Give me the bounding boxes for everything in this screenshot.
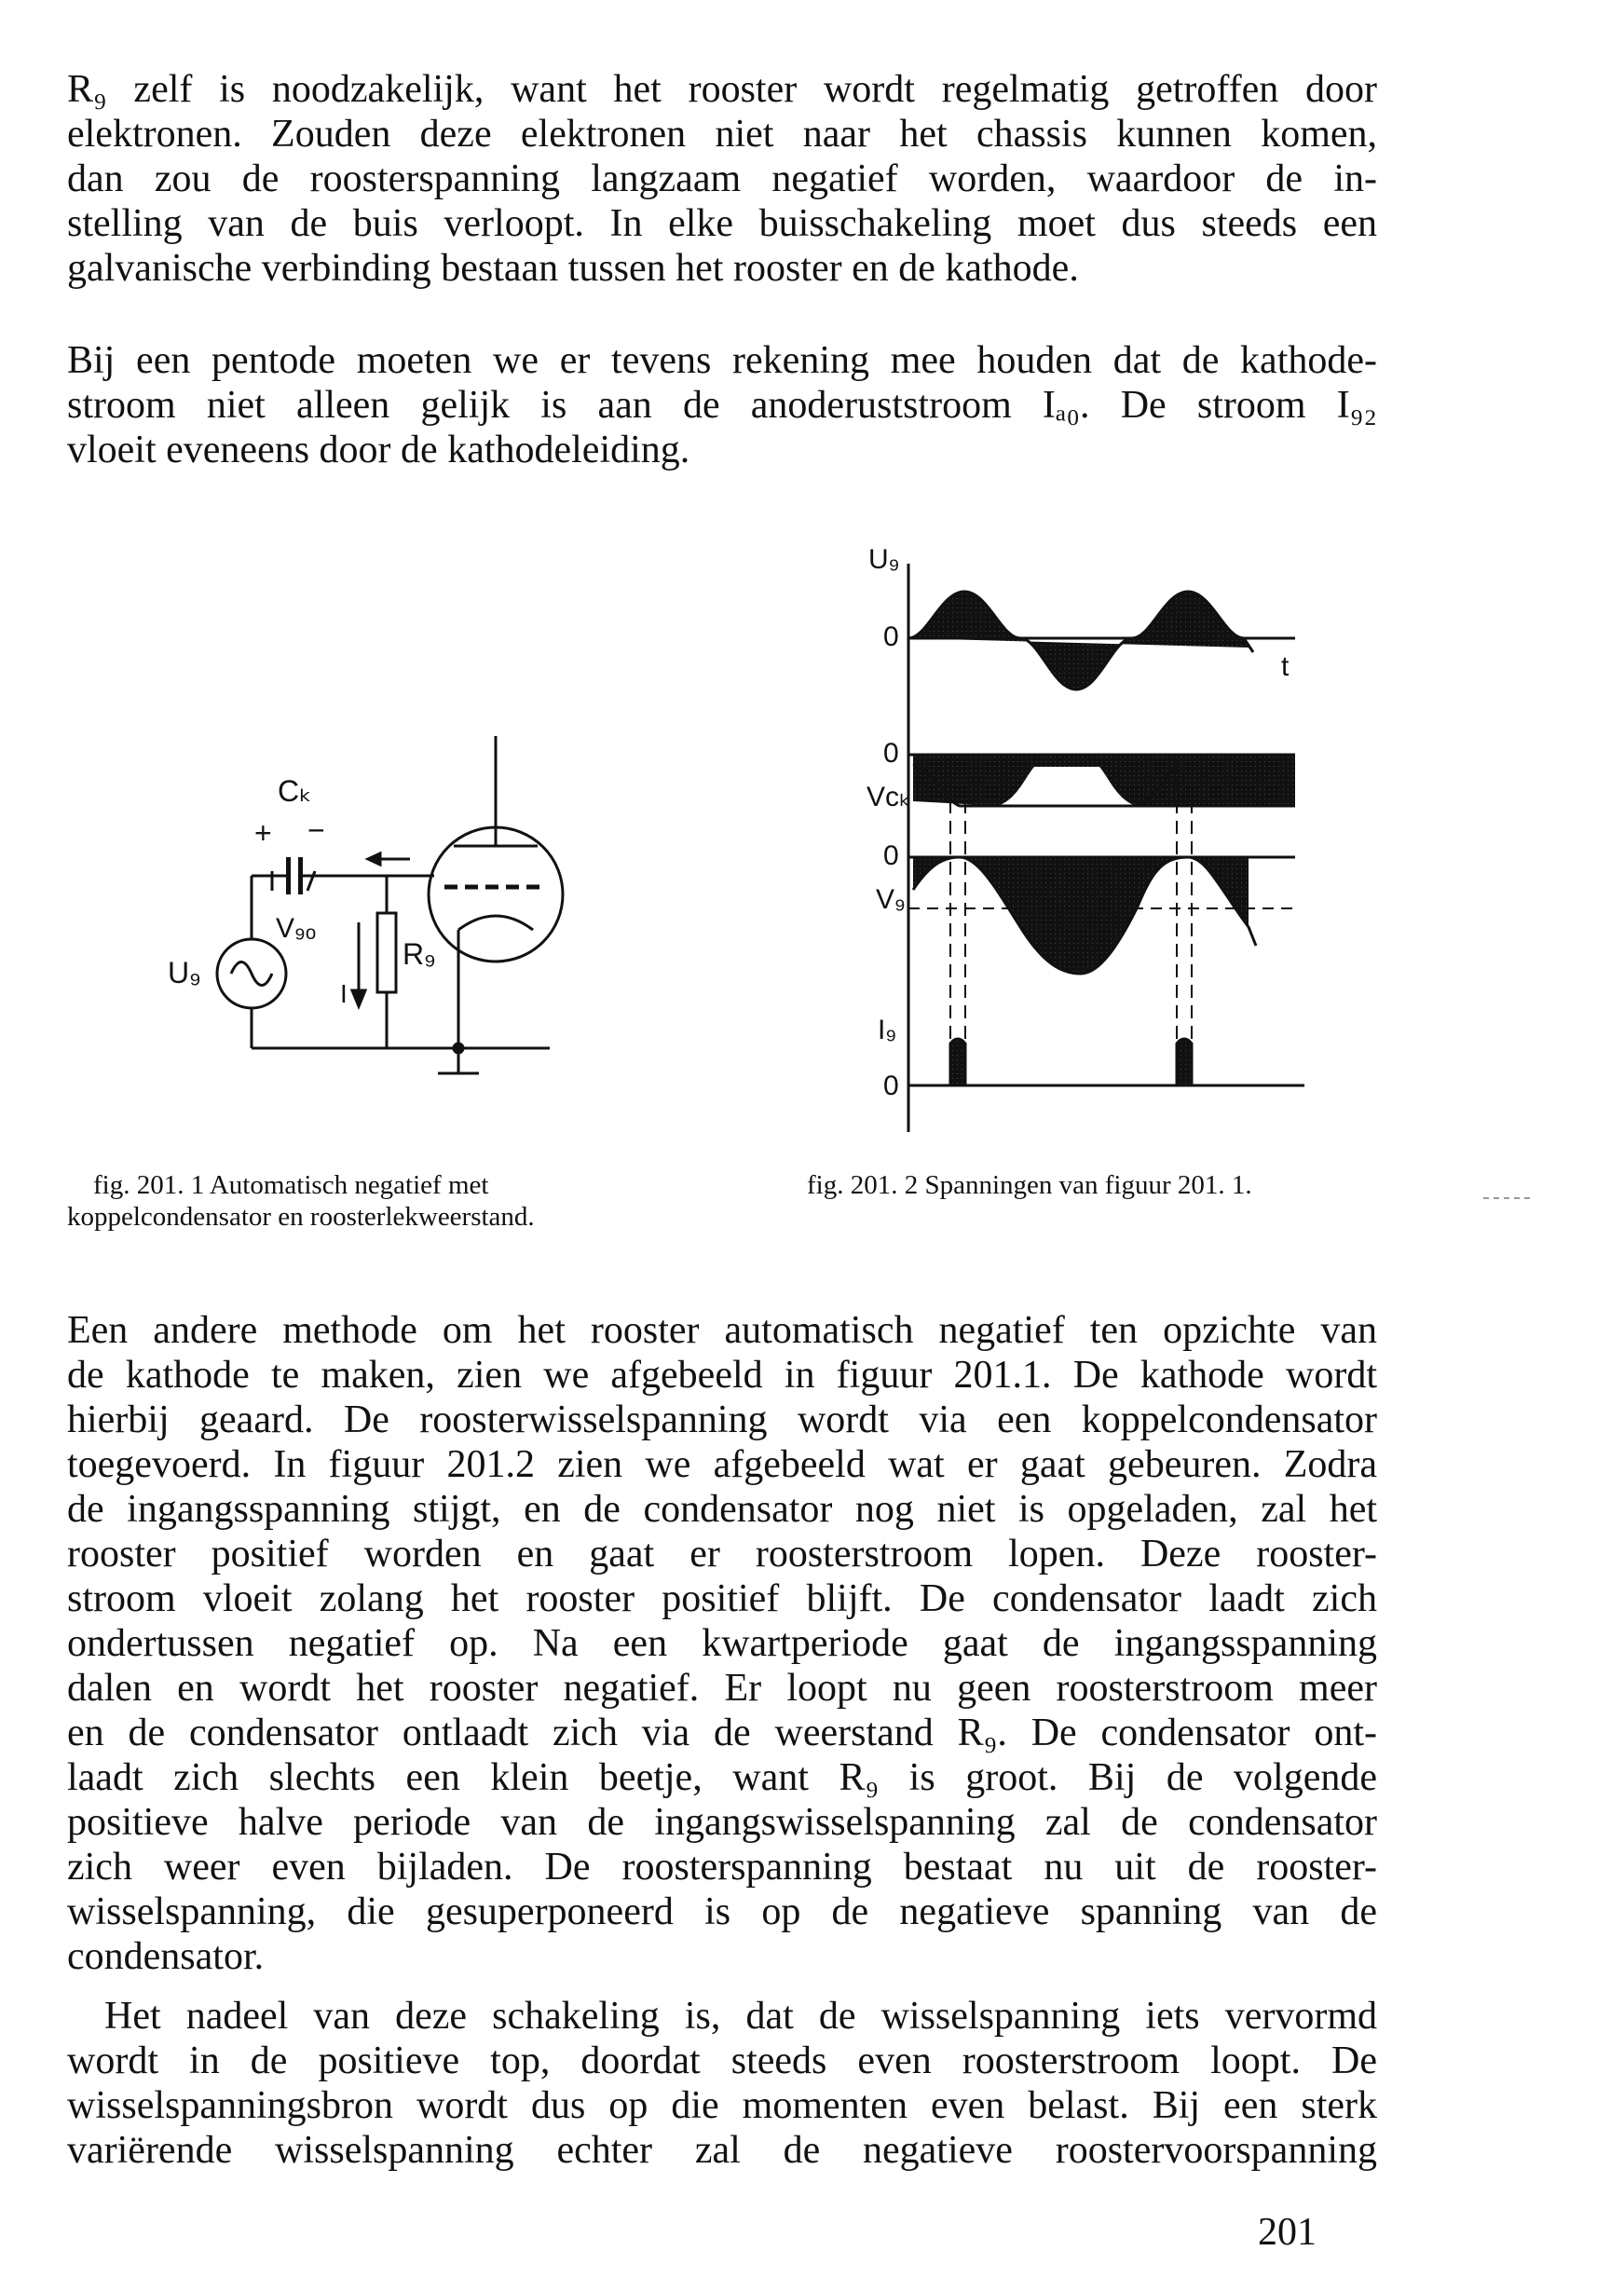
minus-label: − xyxy=(307,813,325,847)
text-line: de kathode te maken, zien we afgebeeld in figuur 201.1. De kathode wordt xyxy=(67,1354,1377,1397)
paragraph-3 xyxy=(67,1308,1377,1979)
text-line: Bij een pentode moeten we er tevens rekening mee houden dat de kathode- xyxy=(67,339,1377,382)
grid-resistor xyxy=(377,913,396,992)
ig-label: I₉ xyxy=(878,1015,897,1045)
figure-201-2-waveforms xyxy=(857,536,1323,1141)
text-line: Een andere methode om het rooster automatisch negatief ten opzichte van xyxy=(67,1309,1377,1352)
text-line: galvanische verbinding bestaan tussen het rooster en de kathode. xyxy=(67,247,1079,290)
text-line: Het nadeel van deze schakeling is, dat de wisselspanning iets vervormd xyxy=(104,1995,1377,2038)
zero-label: 0 xyxy=(883,621,899,652)
text-line: wordt in de positieve top, doordat steeds even roosterstroom loopt. De xyxy=(67,2039,1377,2082)
caption-line: fig. 201. 1 Automatisch negatief met xyxy=(93,1170,489,1200)
figure-201-1-circuit xyxy=(158,727,606,1099)
tube-envelope xyxy=(429,827,563,962)
paragraph-1 xyxy=(67,67,1377,291)
cathode xyxy=(458,916,533,930)
figure-201-2-caption: fig. 201. 2 Spanningen van figuur 201. 1. xyxy=(807,1170,1252,1200)
ug-label: U₉ xyxy=(868,544,900,575)
text-line: hierbij geaard. De roosterwisselspanning wordt via een koppelcondensator xyxy=(67,1398,1377,1441)
arrow-head xyxy=(352,990,365,1006)
figure-201-1-caption xyxy=(67,1169,535,1233)
vck-label: Vᴄₖ xyxy=(867,782,911,812)
resistor-label: R₉ xyxy=(403,937,436,971)
sine-icon xyxy=(231,962,272,986)
text-line: vloeit eveneens door de kathodeleiding. xyxy=(67,429,690,471)
text-line: variërende wisselspanning echter zal de negatieve roostervoorspanning xyxy=(67,2129,1377,2172)
vg-label: V₉ xyxy=(876,884,906,915)
zero-label: 0 xyxy=(883,738,899,769)
text-line: R₉ zelf is noodzakelijk, want het rooster wordt regelmatig getroffen door xyxy=(67,68,1377,111)
vck-fill xyxy=(913,755,1295,806)
text-line: stroom niet alleen gelijk is aan de anoderuststroom Iₐ₀. De stroom I₉₂ xyxy=(67,384,1377,427)
text-line: en de condensator ontlaadt zich via de weerstand R₉. De condensator ont- xyxy=(67,1712,1377,1754)
capacitor-gap xyxy=(291,857,298,894)
time-label: t xyxy=(1281,651,1290,682)
current-label: I xyxy=(340,979,348,1008)
text-line: wisselspanning, die gesuperponeerd is op de negatieve spanning van de xyxy=(67,1890,1377,1933)
text-line: condensator. xyxy=(67,1935,265,1978)
text-line: dan zou de roosterspanning langzaam negatief worden, waardoor de in- xyxy=(67,157,1377,200)
text-line: laadt zich slechts een klein beetje, want R₉ is groot. Bij de volgende xyxy=(67,1756,1377,1799)
ug-fill xyxy=(908,592,1249,689)
paragraph-2 xyxy=(67,338,1377,472)
paragraph-4 xyxy=(67,1994,1377,2173)
zero-label: 0 xyxy=(883,840,899,871)
ig-pulse xyxy=(1177,1039,1192,1085)
page-number: 201 xyxy=(1258,2211,1317,2254)
text-line: stroom vloeit zolang het rooster positief blijft. De condensator laadt zich xyxy=(67,1577,1377,1620)
text-line: ondertussen negatief op. Na een kwartperiode gaat de ingangsspanning xyxy=(67,1622,1377,1665)
text-line: stelling van de buis verloopt. In elke buisschakeling moet dus steeds een xyxy=(67,202,1377,245)
vgo-label: V₉ₒ xyxy=(276,913,317,944)
text-line: dalen en wordt het rooster negatief. Er loopt nu geen roosterstroom meer xyxy=(67,1667,1377,1710)
vg-fill xyxy=(913,857,1249,974)
text-line: rooster positief worden en gaat er roosterstroom lopen. Deze rooster- xyxy=(67,1533,1377,1576)
text-line: toegevoerd. In figuur 201.2 zien we afgebeeld wat er gaat gebeuren. Zodra xyxy=(67,1443,1377,1486)
text-line: zich weer even bijladen. De roosterspanning bestaat nu uit de rooster- xyxy=(67,1846,1377,1889)
text-line: de ingangsspanning stijgt, en de condensator nog niet is opgeladen, zal het xyxy=(67,1488,1377,1531)
text-line: positieve halve periode van de ingangswisselspanning zal de condensator xyxy=(67,1801,1377,1844)
arrow-head xyxy=(368,853,380,865)
text-line: wisselspanningsbron wordt dus op die momenten even belast. Bij een sterk xyxy=(67,2084,1377,2127)
plus-label: + xyxy=(254,816,272,850)
ig-pulse xyxy=(950,1039,965,1085)
margin-mark xyxy=(1483,1197,1530,1199)
source-label: U₉ xyxy=(168,956,201,989)
caption-line: koppelcondensator en roosterlekweerstand. xyxy=(67,1202,535,1232)
zero-label: 0 xyxy=(883,1071,899,1101)
capacitor-label: Cₖ xyxy=(278,774,312,808)
text-line: elektronen. Zouden deze elektronen niet naar het chassis kunnen komen, xyxy=(67,113,1377,156)
